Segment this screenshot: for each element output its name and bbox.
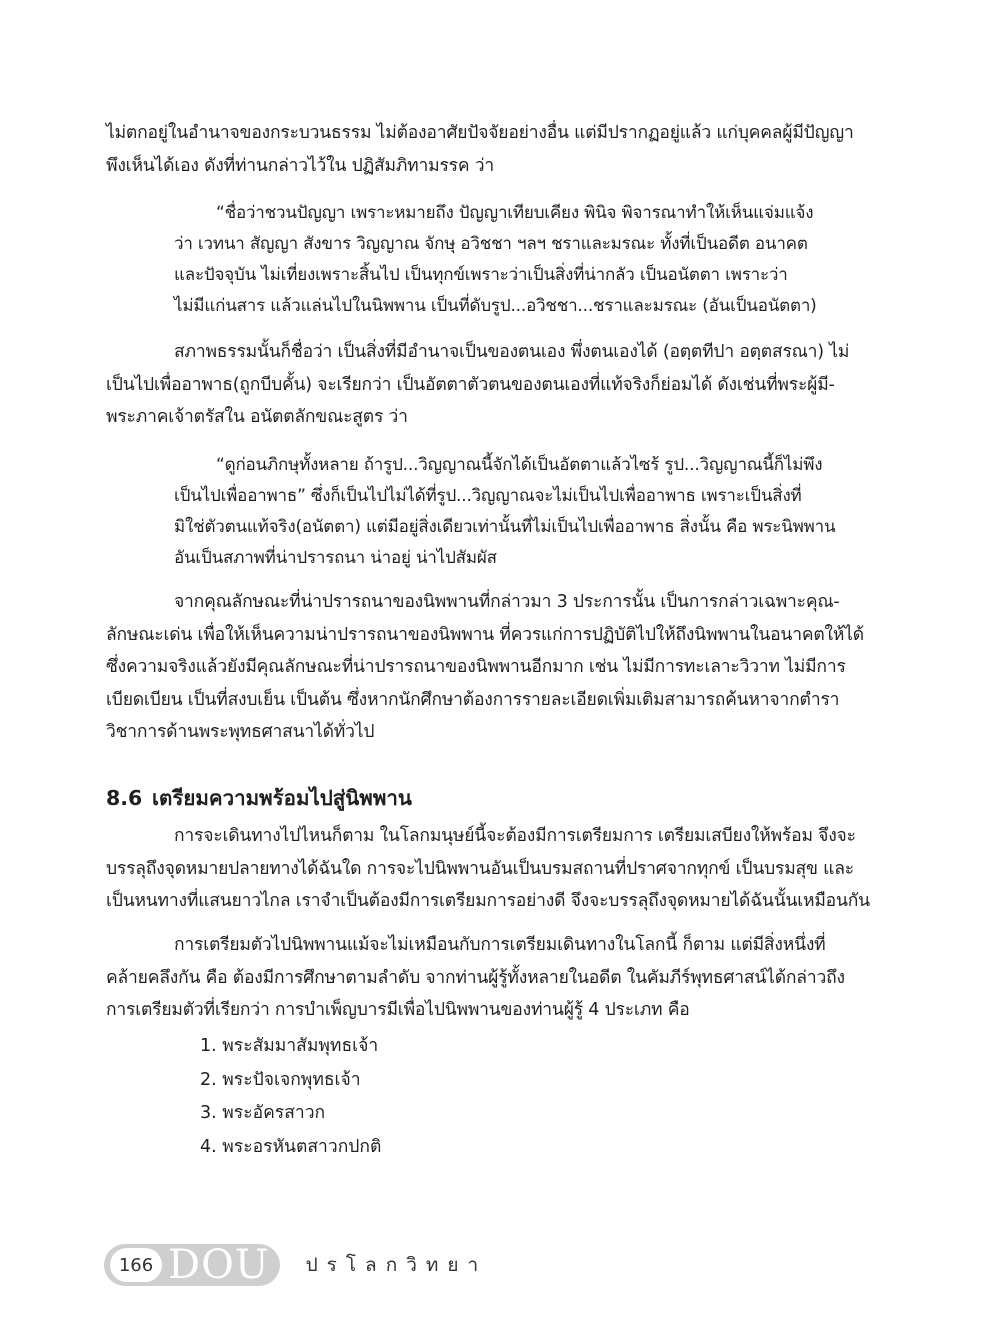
paragraph-4 [106,820,888,918]
section-title: เตรียมความพร้อมไปสู่นิพพาน [152,786,412,810]
quote-line: เป็นไปเพื่ออาพาธ” ซึ่งก็เป็นไปไม่ได้ที่รูป...วิญญาณจะไม่เป็นไปเพื่ออาพาธ เพราะเป็นสิ่งที่ [174,486,802,506]
numbered-list [200,1030,381,1164]
quote-block-1 [174,198,890,322]
text-line: จากคุณลักษณะที่น่าปรารถนาของนิพพานที่กล่าวมา 3 ประการนั้น เป็นการกล่าวเฉพาะคุณ- [174,592,840,612]
text-line: ซึ่งความจริงแล้วยังมีคุณลักษณะที่น่าปรารถนาของนิพพานอีกมาก เช่น ไม่มีการทะเลาะวิวาท ไม่มีการ [106,657,846,678]
text-line: สภาพธรรมนั้นก็ชื่อว่า เป็นสิ่งที่มีอำนาจเป็นของตนเอง พึ่งตนเองได้ (อตฺตทีปา อตฺตสรณา) ไม่ [174,342,850,362]
text-line: พึงเห็นได้เอง ดังที่ท่านกล่าวไว้ใน ปฏิสัมภิทามรรค ว่า [106,155,494,176]
quote-block-2 [174,450,890,574]
paragraph-3 [106,586,888,749]
page-number: 166 [110,1248,162,1282]
quote-line: และปัจจุบัน ไม่เที่ยงเพราะสิ้นไป เป็นทุกข์เพราะว่าเป็นสิ่งที่น่ากลัว เป็นอนัตตา เพราะว่า [174,265,788,285]
text-line: บรรลุถึงจุดหมายปลายทางได้ฉันใด การจะไปนิพพานอันเป็นบรมสถานที่ปราศจากทุกข์ เป็นบรมสุข และ [106,858,854,879]
quote-line: มิใช่ตัวตนแท้จริง(อนัตตา) แต่มีอยู่สิ่งเดียวเท่านั้นที่ไม่เป็นไปเพื่ออาพาธ สิ่งนั้น คือ พระนิพพาน [174,517,836,537]
text-line: วิชาการด้านพระพุทธศาสนาได้ทั่วไป [106,722,375,743]
section-number: 8.6 [106,786,143,810]
list-item: 2. พระปัจเจกพุทธเจ้า [200,1069,361,1090]
quote-line: “ชื่อว่าชวนปัญญา เพราะหมายถึง ปัญญาเทียบเคียง พินิจ พิจารณาทำให้เห็นแจ่มแจ้ง [216,203,814,223]
text-line: เป็นไปเพื่ออาพาธ(ถูกบีบคั้น) จะเรียกว่า เป็นอัตตาตัวตนของตนเองที่แท้จริงก็ย่อมได้ ดังเช่นที่พระผู้มี- [106,374,835,395]
text-line: เป็นหนทางที่แสนยาวไกล เราจำเป็นต้องมีการเตรียมการอย่างดี จึงจะบรรลุถึงจุดหมายได้ฉันนั้นเหมือนกัน [106,891,870,912]
text-line: การจะเดินทางไปไหนก็ตาม ในโลกมนุษย์นี้จะต้องมีการเตรียมการ เตรียมเสบียงให้พร้อม จึงจะ [174,826,856,846]
paragraph-5 [106,929,888,1027]
text-line: ลักษณะเด่น เพื่อให้เห็นความน่าปรารถนาของนิพพาน ที่ควรแก่การปฏิบัติไปให้ถึงนิพพานในอนาคตให้ได้ [106,624,864,645]
quote-line: “ดูก่อนภิกษุทั้งหลาย ถ้ารูป...วิญญาณนี้จักได้เป็นอัตตาแล้วไซร้ รูป...วิญญาณนี้ก็ไม่พึง [216,455,823,475]
footer-badge [104,1244,280,1286]
brand-logo: DOU [168,1242,270,1288]
list-item: 4. พระอรหันตสาวกปกติ [200,1136,382,1157]
section-heading [106,784,412,812]
quote-line: ว่า เวทนา สัญญา สังขาร วิญญาณ จักษุ อวิชชา ฯลฯ ชราและมรณะ ทั้งที่เป็นอดีต อนาคต [174,234,808,254]
list-item: 1. พระสัมมาสัมพุทธเจ้า [200,1036,379,1056]
text-line: การเตรียมตัวที่เรียกว่า การบำเพ็ญบารมีเพื่อไปนิพพานของท่านผู้รู้ 4 ประเภท คือ [106,1000,690,1021]
paragraph-1 [106,117,888,182]
page-footer [104,1244,487,1286]
text-line: พระภาคเจ้าตรัสใน อนัตตลักขณะสูตร ว่า [106,407,408,428]
text-line: คล้ายคลึงกัน คือ ต้องมีการศึกษาตามลำดับ จากท่านผู้รู้ทั้งหลายในอดีต ในคัมภีร์พุทธศาสน์ได้กล่าวถึง [106,967,845,988]
list-item: 3. พระอัครสาวก [200,1103,326,1123]
text-line: เบียดเบียน เป็นที่สงบเย็น เป็นต้น ซึ่งหากนักศึกษาต้องการรายละเอียดเพิ่มเติมสามารถค้นหาจากตำรา [106,689,840,710]
text-line: ไม่ตกอยู่ในอำนาจของกระบวนธรรม ไม่ต้องอาศัยปัจจัยอย่างอื่น แต่มีปรากฏอยู่แล้ว แก่บุคคลผู้มีปัญญา [106,123,854,143]
paragraph-2 [106,336,888,434]
quote-line: ไม่มีแก่นสาร แล้วแล่นไปในนิพพาน เป็นที่ดับรูป...อวิชชา...ชราและมรณะ (อันเป็นอนัตตา) [174,296,817,316]
text-line: การเตรียมตัวไปนิพพานแม้จะไม่เหมือนกับการเตรียมเดินทางในโลกนี้ ก็ตาม แต่มีสิ่งหนึ่งที่ [174,935,826,955]
quote-line: อันเป็นสภาพที่น่าปรารถนา น่าอยู่ น่าไปสัมผัส [174,548,497,568]
course-title: ปรโลกวิทยา [305,1254,488,1276]
